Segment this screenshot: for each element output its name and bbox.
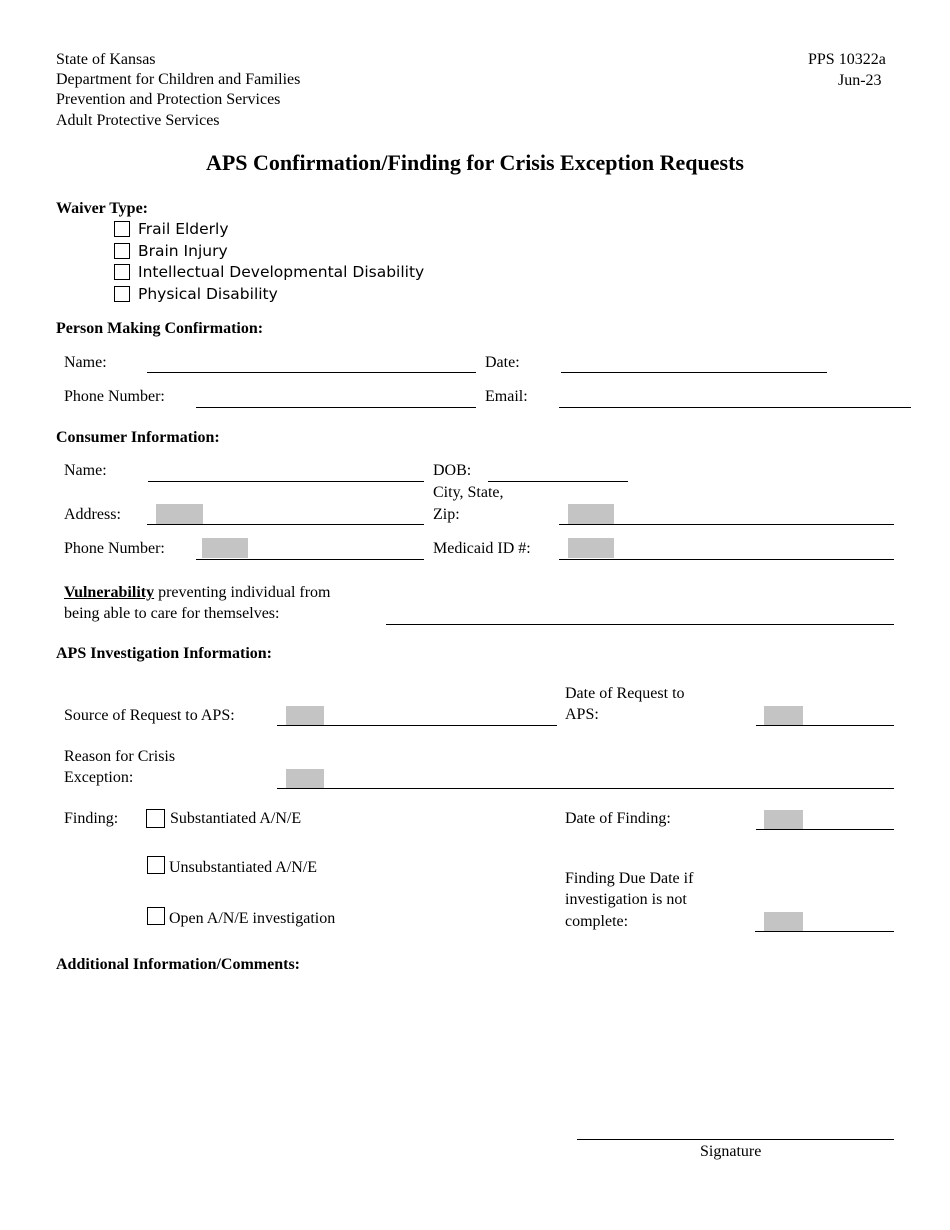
finding-label-open: Open A/N/E investigation [169,910,336,927]
confirmation-date-label: Date: [485,354,520,371]
consumer-city-field[interactable] [559,524,894,525]
finding-label: Finding: [64,810,119,827]
consumer-city-shade [568,504,614,524]
waiver-checkbox-idd[interactable] [114,264,130,280]
consumer-medicaid-label: Medicaid ID #: [433,540,531,557]
org-state: State of Kansas [56,51,156,68]
reason-field[interactable] [277,788,894,789]
consumer-name-field[interactable] [148,481,424,482]
consumer-phone-label: Phone Number: [64,540,165,557]
source-shade [286,706,324,726]
confirmation-name-label: Name: [64,354,107,371]
consumer-phone-shade [202,538,248,558]
vulnerability-field[interactable] [386,624,894,625]
date-request-shade [764,706,803,726]
due-date-label-2: investigation is not [565,891,687,908]
org-department: Department for Children and Families [56,71,301,88]
vulnerability-label-line2: being able to care for themselves: [64,605,280,622]
finding-checkbox-open[interactable] [147,907,165,925]
consumer-medicaid-field[interactable] [559,559,894,560]
confirmation-date-field[interactable] [561,372,827,373]
source-field[interactable] [277,725,557,726]
confirmation-email-field[interactable] [559,407,911,408]
consumer-medicaid-shade [568,538,614,558]
due-date-label-1: Finding Due Date if [565,870,694,887]
consumer-dob-label: DOB: [433,462,472,479]
consumer-city-label-2: Zip: [433,506,460,523]
confirmation-email-label: Email: [485,388,528,405]
consumer-dob-field[interactable] [488,481,628,482]
waiver-label-physical-disability: Physical Disability [138,285,278,303]
comments-heading: Additional Information/Comments: [56,956,301,973]
date-finding-label: Date of Finding: [565,810,671,827]
confirmation-name-field[interactable] [147,372,476,373]
vulnerability-rest: preventing individual from [154,584,331,601]
waiver-label-frail-elderly: Frail Elderly [138,220,229,238]
org-unit: Adult Protective Services [56,112,220,129]
date-request-field[interactable] [756,725,894,726]
form-date: Jun-23 [838,72,882,89]
due-date-field[interactable] [755,931,894,932]
due-date-label-3: complete: [565,913,629,930]
comments-area[interactable] [56,980,894,1120]
confirmation-heading: Person Making Confirmation: [56,320,264,337]
consumer-heading: Consumer Information: [56,429,220,446]
due-date-shade [764,912,803,932]
date-request-label-1: Date of Request to [565,685,685,702]
org-division: Prevention and Protection Services [56,91,281,108]
reason-label-2: Exception: [64,769,134,786]
consumer-city-label-1: City, State, [433,484,504,501]
finding-label-substantiated: Substantiated A/N/E [170,810,302,827]
waiver-checkbox-brain-injury[interactable] [114,243,130,259]
waiver-heading: Waiver Type: [56,200,148,217]
confirmation-phone-field[interactable] [196,407,476,408]
reason-shade [286,769,324,789]
date-request-label-2: APS: [565,706,599,723]
consumer-address-label: Address: [64,506,121,523]
consumer-phone-field[interactable] [196,559,424,560]
date-finding-field[interactable] [756,829,894,830]
source-label: Source of Request to APS: [64,707,235,724]
consumer-address-shade [156,504,203,524]
signature-field[interactable] [577,1139,894,1140]
reason-label-1: Reason for Crisis [64,748,176,765]
finding-checkbox-substantiated[interactable] [146,809,165,828]
finding-checkbox-unsubstantiated[interactable] [147,856,165,874]
consumer-address-field[interactable] [147,524,424,525]
waiver-checkbox-physical-disability[interactable] [114,286,130,302]
waiver-label-idd: Intellectual Developmental Disability [138,263,425,281]
vulnerability-keyword: Vulnerability [64,584,155,601]
date-finding-shade [764,810,803,830]
page-title: APS Confirmation/Finding for Crisis Exception Requests [205,150,744,175]
signature-label: Signature [700,1143,762,1160]
waiver-label-brain-injury: Brain Injury [138,242,228,260]
confirmation-phone-label: Phone Number: [64,388,165,405]
vulnerability-label-line1 [64,583,331,603]
waiver-checkbox-frail-elderly[interactable] [114,221,130,237]
finding-label-unsubstantiated: Unsubstantiated A/N/E [169,859,317,876]
investigation-heading: APS Investigation Information: [56,645,273,662]
consumer-name-label: Name: [64,462,107,479]
form-number: PPS 10322a [808,51,886,68]
